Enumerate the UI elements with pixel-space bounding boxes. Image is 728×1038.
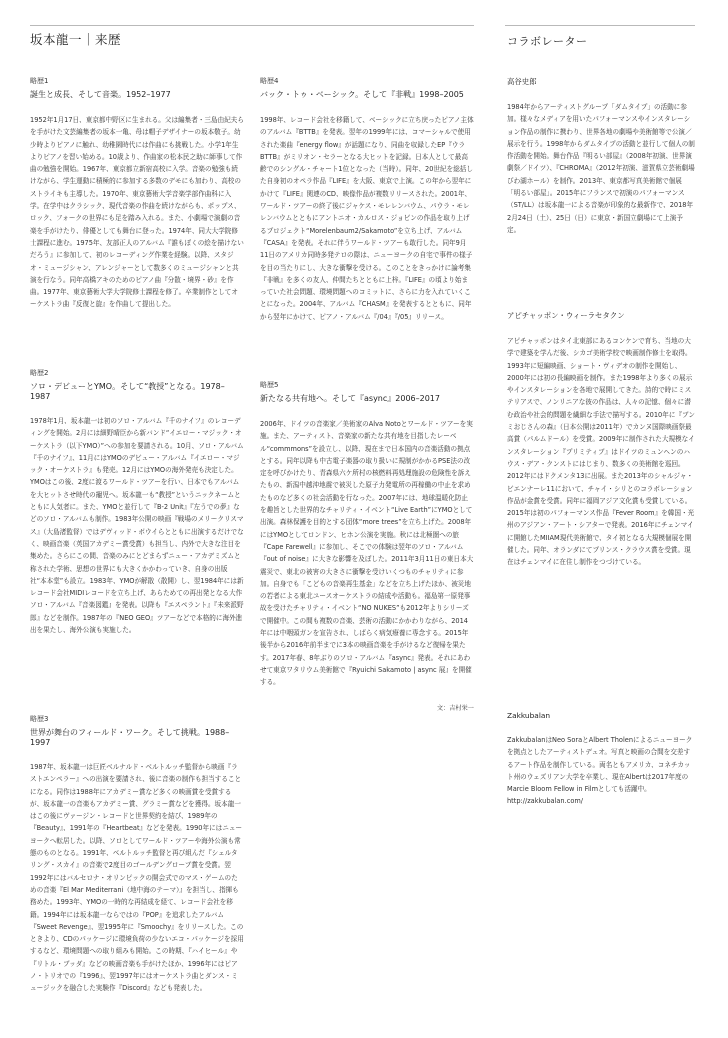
collaborator-name: Zakkubalan: [507, 711, 551, 720]
collaborator-bio: 1984年からアーティストグループ「ダムタイプ」の活動に参加。様々なメディアを用いたパフォーマンスやインスタレーション作品の制作に携わり、世界各地の劇場や美術館等で公演／展示を行う。1998年からダムタイプの活動と並行して個人の制作活動を開始。舞台作品『明るい部屋』（2008年初演、世界演劇祭／ドイツ）、『CHROMA』（2012年初演、滋賀県立芸術劇場びわ湖ホール）を制作。2013年、東京都写真美術館で個展「明るい部屋」。2015年にフランスで初演のパフォーマンス（ST/LL）は坂本龍一による音楽が印象的な最新作で、2018年2月24日（土）、25日（日）に東京・新国立劇場にて上演予定。: [507, 103, 695, 234]
header-rule-left: [30, 25, 474, 26]
section-number: 略歴3: [30, 715, 49, 723]
collaborators-column: [507, 76, 695, 806]
collaborator-takatani: [507, 76, 695, 236]
bio-column-1: [30, 76, 244, 993]
collaborator-name: アピチャッポン・ウィーラセタクン: [507, 311, 625, 320]
section-number: 略歴1: [30, 77, 49, 85]
collaborators-title: コラボレーター: [507, 35, 588, 48]
section-body: 1952年1月17日、東京都中野区に生まれる。父は編集者・三島由紀夫らを手がけた文芸編集者の坂本一亀、母は帽子デザイナーの坂本敬子。幼少時よりピアノに触れ、幼稚園時代には作曲にも挑戦した。小学1年生よりピアノを習い始める。10歳より、作曲家の松本民之助に師事して作曲の勉強を開始。1967年、東京都立新宿高校に入学。音楽の勉強も続けながら、学生運動に積極的に参加する多数のデモにも加わり、高校のストライキも主導した。1970年、東京藝術大学音楽学部作曲科に入学。在学中はクラシック、現代音楽の作曲を続けながらも、ポップス、ロック、フォークの世界にも足を踏み入れる。また、小劇場で演劇の音楽を手がけたり、俳優としても舞台に登った。1974年、同大大学院修士課程に進む。1975年、友部正人のアルバム『誰もぼくの絵を描けないだろう』に参加して、初のレコーディング作業を経験。以降、スタジオ・ミュージシャン、アレンジャーとして数多くのミュージシャンと共演を行なう。同年高橋アキのためのピアノ曲『分散・境界・砂』を作曲。1977年、東京藝術大学大学院修士課程を修了。卒業制作としてオーケストラ曲『反復と旋』を作曲して提出した。: [30, 116, 244, 309]
collaborator-zakkubalan: [507, 711, 695, 808]
bio-section-3: [30, 714, 244, 995]
section-title: 新たなる共有地へ。そして『async』2006–2017: [260, 394, 440, 403]
bio-section-4: [260, 76, 474, 323]
collaborator-name: 高谷史郎: [507, 77, 537, 86]
author-credit: 文：吉村栄一: [436, 704, 474, 712]
bio-section-1: [30, 76, 244, 311]
bio-section-5: [260, 380, 474, 712]
bio-section-2: [30, 368, 244, 636]
section-body: 1987年、坂本龍一は巨匠ベルナルド・ベルトルッチ監督から映画『ラストエンペラー』への出演を要請され、後に音楽の制作も担当することになる。同作は1988年にアカデミー賞など多くの映画賞を受賞するが、坂本龍一の音楽もアカデミー賞、グラミー賞などを獲得。坂本龍一はこの後にヴァージン・レコードと世界契約を結び、1989年の『Beauty』、1991年の『Heartbeat』などを発表。1990年にはニューヨークへ転居した。以降、ソロとしてワールド・ツアーや海外公演も常態のものとなる。1991年、ベルトルッチ監督と再び組んだ『シェルタリング・スカイ』の音楽で2度目のゴールデングローブ賞を受賞。翌1992年にはバルセロナ・オリンピックの開会式でのマス・ゲームのための音楽『El Mar Mediterrani（地中海のテーマ）』を担当し、指揮も務めた。1993年、YMOの一時的な再結成を経て、レコード会社を移籍。1994年には坂本龍一ならではの『POP』を追求したアルバム『Sweet Revenge』、翌1995年に『Smoochy』をリリースした。このときより、CDのパッケージに環境負荷の少ないエコ・パッケージを採用するなど、環境問題への取り組みも開始。この時期、『ハイヒール』や『リトル・ブッダ』などの映画音楽も手がけたほか、1996年にはピアノ・トリオでの『1996』、翌1997年にはオーケストラ曲とダンス・ミュージックを融合した実験作『Discord』なども発表した。: [30, 763, 244, 993]
section-title: 世界が舞台のフィールド・ワーク。そして挑戦。1988–1997: [30, 728, 230, 747]
page-title: 坂本龍一｜来歴: [30, 32, 122, 47]
collaborator-bio: ZakkubalanはNeo SoraとAlbert Tholenによるニューヨークを拠点としたアーティストデュオ。写真と映画の合間を交差するアート作品を制作している。両名ともアメリカ、コネチカット州のウェズリアン大学を卒業し、現在Albertは2017年度のMarcie Bloom Fellow in Filmとしても活躍中。http://zakkubalan.com/: [507, 736, 693, 806]
section-title: バック・トゥ・ベーシック。そして『非戦』1998–2005: [260, 90, 464, 99]
section-number: 略歴4: [260, 77, 279, 85]
header-rule-right: [505, 25, 695, 26]
section-number: 略歴2: [30, 369, 49, 377]
collaborator-apichatpong: [507, 310, 695, 569]
collaborator-bio: アピチャッポンはタイ北東部にあるコンケンで育ち、当地の大学で建築を学んだ後、シカゴ美術学校で映画制作修士を取得。1993年に短編映画、ショート・ヴィデオの制作を開始し、2000年には初の長編映画を制作。また1998年より多くの展示やインスタレーションを各地で展開してきた。詩的で時にミステリアスで、ノンリニアな彼の作品は、人々の記憶、個々に潜む政治や社会的問題を繊細な手法で描写する。2010年に『ブンミおじさんの森』（日本公開は2011年）でカンヌ国際映画祭最高賞（パルムドール）を受賞。2009年に制作された大規模なインスタレーション『プリミティブ』はドイツのミュンヘンのハウス・デア・クンストにはじまり、数多くの美術館を巡回。2012年にはドクメンタ13に出展。また2013年のシャルジャ・ビエンナーレ11において、チャイ・シリとのコラボレーション作品が金賞を受賞。同年に福岡アジア文化賞も受賞している。2015年は初のパフォーマンス作品『Fever Room』を韓国・光州のアジアン・アート・シアターで発表。2016年にチェンマイに開館したMIIAM現代美術館で、タイ初となる大規模個展を開催した。同年、オランダにてプリンス・クラウス賞を受賞。現在はチェンマイに在住し制作をつづけている。: [507, 337, 695, 567]
section-body: 2006年、ドイツの音楽家／美術家のAlva Notoとワールド・ツアーを実施。また、アーティスト、音楽家の新たな共有地を目指したレーベル“commmons”を設立し、以降、現在まで日本国内の音楽活動の拠点とする。同年以降も中古電子楽器の取り扱いに規制がかかるPSE法の改定を呼びかけたり、青森県六ケ所村の核燃料再処理施設の危険性を訴えたもの、新潟中越沖地震で被災した原子力発電所の再稼働の中止を求めたものなど多くの社会活動を行なった。2007年には、地球温暖化防止を趣旨とした世界的なチャリティ・イベント“Live Earth”にYMOとして出演。森林保護を目的とする団体“more trees”を立ち上げた。2008年にはYMOとしてロンドン、ヒホン公演を実施。秋には北極圏への旅『Cape Farewell』に参加し、そこでの体験は翌年のソロ・アルバム『out of noise』に大きな影響を及ぼした。2011年3月11日の東日本大震災で、東北の被害の大きさに衝撃を受けいくつものチャリティに参加。自身でも「こどもの音楽再生基金」などを立ち上げたほか、被災地の若者による東北ユースオーケストラの結成や活動も。福島第一原発事故を受けたチャリティ・イベント“NO NUKES”も2012年よりシリーズで開催中。この間も複数の音楽、芸術の活動にかかわりながら、2014年には中咽頭ガンを宣告され、しばらく病気療養に専念する。2015年後半から2016年前半までに3本の映画音楽を手がけるなど復帰を果たす。2017年春、8年ぶりのソロ・アルバム『async』発表。それにあわせて東京ワタリウム美術館で『Ryuichi Sakamoto | async 展』を開催する。: [260, 420, 474, 687]
section-title: ソロ・デビューとYMO。そして“教授”となる。1978–1987: [30, 382, 225, 401]
section-title: 誕生と成長、そして音楽。1952–1977: [30, 90, 171, 99]
section-body: 1978年1月、坂本龍一は初のソロ・アルバム『千のナイフ』のレコーディングを開始。2月には細野晴臣から新バンド“イエロー・マジック・オーケストラ（以下YMO）”への参加を要請される。10月、ソロ・アルバム『千のナイフ』、11月にはYMOのデビュー・アルバム『イエロー・マジック・オーケストラ』も発売。12月にはYMOの海外発売も決定した。YMOはこの後、2度に渡るワールド・ツアーを行い、日本でもアルバムを大ヒットさせ時代の寵児へ。坂本龍一も“教授”というニックネームとともに人気者に。また、YMOと並行して『B-2 Unit』『左うでの夢』などのソロ・アルバムも制作。1983年公開の映画『戦場のメリークリスマス』（大島渚監督）ではデヴィッド・ボウイらとともに出演するだけでなく、映画音楽（英国アカデミー賞受賞）も担当し、内外で大きな注目を集めた。さらにこの間、音楽のみにとどまらずニュー・アカデミズムと称された学術、思想の世界にも大きくかかわっていき、自身の出版社“本本堂”も設立。1983年、YMOが解散（散開）し、翌1984年には新レコード会社MIDIレコードを立ち上げ、あらためての再出発となる大作ソロ・アルバム『音楽図鑑』を発表。以降も『エスペラント』『未来派野郎』などを制作。1987年の『NEO GEO』ツアーなどで本格的に海外進出を果たし、海外公演も実施した。: [30, 417, 244, 635]
section-body: 1998年、レコード会社を移籍して、ベーシックに立ち戻ったピアノ主体のアルバム『BTTB』を発表。翌年の1999年には、コマーシャルで使用された楽曲『energy flow』が話題になり、同曲を収録したEP『ウラBTTB』がミリオン・セラーとなる大ヒットを記録。日本人として最高齢でのシングル・チャート1位となった（当時）。同年、20世紀を総括した自身初のオペラ作品『LIFE』を大阪、東京で上演。この年から翌年にかけて『LIFE』関連のCD、映像作品が複数リリースされた。2001年、ワールド・ツアーの終了後にジャケス・モレレンバウム、パウラ・モレレンバウムとともにアントニオ・カルロス・ジョビンの作品を取り上げるプロジェクト“Morelenbaum2/Sakamoto”を立ち上げ、アルバム『CASA』を発表。それに伴うワールド・ツアーも敢行した。同年9月11日のアメリカ同時多発テロの際は、ニューヨークの自宅で事件の様子を目の当たりにし、大きな衝撃を受ける。このことをきっかけに論考集『非戦』を多くの友人、仲間たちとともに上梓。『LIFE』の頃より始まっていた社会問題、環境問題へのコミットに、さらに力を入れていくことになった。2004年、アルバム『CHASM』を発表するとともに、同年から翌年にかけて、ピアノ・アルバム『/04』『/05』リリース。: [260, 116, 474, 321]
bio-column-2: [260, 76, 474, 712]
section-number: 略歴5: [260, 381, 279, 389]
